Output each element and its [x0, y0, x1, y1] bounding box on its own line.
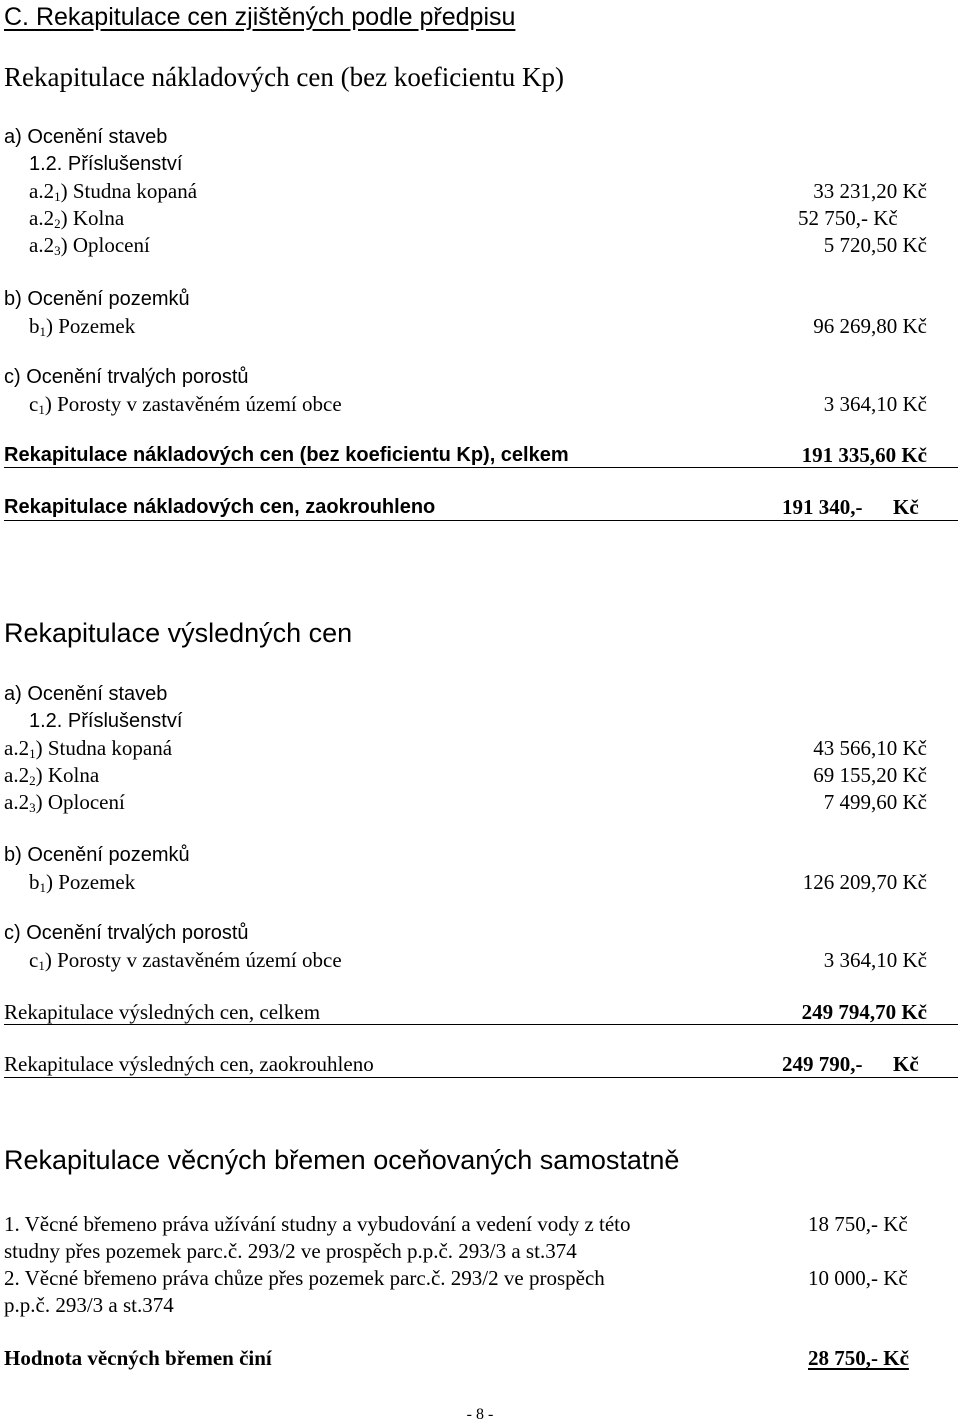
- section2-rounded-label: Rekapitulace výsledných cen, zaokrouhleno: [4, 1052, 374, 1076]
- section1-row-b1: $b_1$) Pozemek: [29, 314, 136, 339]
- section3-item2-line2: p.p.č. 293/3 a st.374: [4, 1293, 174, 1317]
- section1-a-sub: 1.2. Příslušenství: [29, 153, 183, 175]
- section1-value-a2: 52 750,- Kč: [798, 206, 898, 230]
- section2-rounded-rule: [4, 1077, 958, 1078]
- section3-item1-value: 18 750,- Kč: [808, 1212, 908, 1236]
- section3-heading: Rekapitulace věcných břemen oceňovaných samostatně: [4, 1145, 680, 1175]
- section2-row-c1: $c_1$) Porosty v zastavěném území obce: [29, 948, 342, 973]
- section2-rounded-currency: Kč: [893, 1052, 919, 1076]
- section3-item2-value: 10 000,- Kč: [808, 1266, 908, 1290]
- section1-row-a1: $a.2_1$) Studna kopaná: [29, 179, 198, 204]
- section2-value-a1: 43 566,10 Kč: [813, 736, 927, 760]
- section1-row-a2: $a.2_2$) Kolna: [29, 206, 125, 231]
- section1-total-label: Rekapitulace nákladových cen (bez koeficientu Kp), celkem: [4, 444, 569, 466]
- section2-heading: Rekapitulace výsledných cen: [4, 618, 353, 648]
- section1-row-a3: $a.2_3$) Oplocení: [29, 233, 150, 258]
- section2-rounded-amount: 249 790,-: [782, 1052, 863, 1076]
- section2-value-a3: 7 499,60 Kč: [823, 790, 927, 814]
- section2-c-label: c) Ocenění trvalých porostů: [4, 922, 249, 944]
- section3-total-label: Hodnota věcných břemen činí: [4, 1346, 272, 1370]
- main-title: C. Rekapitulace cen zjištěných podle předpisu: [4, 3, 516, 31]
- section1-value-c1: 3 364,10 Kč: [823, 392, 927, 416]
- section2-a-sub: 1.2. Příslušenství: [29, 710, 183, 732]
- section1-total-value: 191 335,60 Kč: [801, 443, 927, 467]
- section2-b-label: b) Ocenění pozemků: [4, 844, 190, 866]
- section2-row-a1: $a.2_1$) Studna kopaná: [4, 736, 173, 761]
- section2-total-rule: [4, 1024, 958, 1025]
- section3-item1-line2: studny přes pozemek parc.č. 293/2 ve prospěch p.p.č. 293/3 a st.374: [4, 1239, 577, 1263]
- section2-value-c1: 3 364,10 Kč: [823, 948, 927, 972]
- section2-total-value: 249 794,70 Kč: [801, 1000, 927, 1024]
- section1-a-label: a) Ocenění staveb: [4, 126, 168, 148]
- section2-value-b1: 126 209,70 Kč: [802, 870, 927, 894]
- section2-value-a2: 69 155,20 Kč: [813, 763, 927, 787]
- section1-total-rule: [4, 467, 958, 468]
- section1-rounded-rule: [4, 520, 958, 521]
- page-number: - 8 -: [466, 1406, 494, 1423]
- section1-rounded-currency: Kč: [893, 495, 919, 519]
- section1-value-b1: 96 269,80 Kč: [813, 314, 927, 338]
- section2-row-b1: $b_1$) Pozemek: [29, 870, 136, 895]
- section1-row-c1: $c_1$) Porosty v zastavěném území obce: [29, 392, 342, 417]
- section2-total-label: Rekapitulace výsledných cen, celkem: [4, 1000, 321, 1024]
- section1-b-label: b) Ocenění pozemků: [4, 288, 190, 310]
- section3-item2-line1: 2. Věcné břemeno práva chůze přes pozemek parc.č. 293/2 ve prospěch: [4, 1266, 605, 1290]
- section2-row-a3: $a.2_3$) Oplocení: [4, 790, 125, 815]
- section2-row-a2: $a.2_2$) Kolna: [4, 763, 100, 788]
- section1-heading: Rekapitulace nákladových cen (bez koeficientu Kp): [4, 62, 564, 92]
- section1-rounded-label: Rekapitulace nákladových cen, zaokrouhleno: [4, 496, 436, 518]
- section1-value-a1: 33 231,20 Kč: [813, 179, 927, 203]
- section2-a-label: a) Ocenění staveb: [4, 683, 168, 705]
- section3-total-value: 28 750,- Kč: [808, 1346, 909, 1370]
- section3-item1-line1: 1. Věcné břemeno práva užívání studny a vybudování a vedení vody z této: [4, 1212, 631, 1236]
- section1-rounded-amount: 191 340,-: [782, 495, 863, 519]
- section1-c-label: c) Ocenění trvalých porostů: [4, 366, 249, 388]
- section1-value-a3: 5 720,50 Kč: [823, 233, 927, 257]
